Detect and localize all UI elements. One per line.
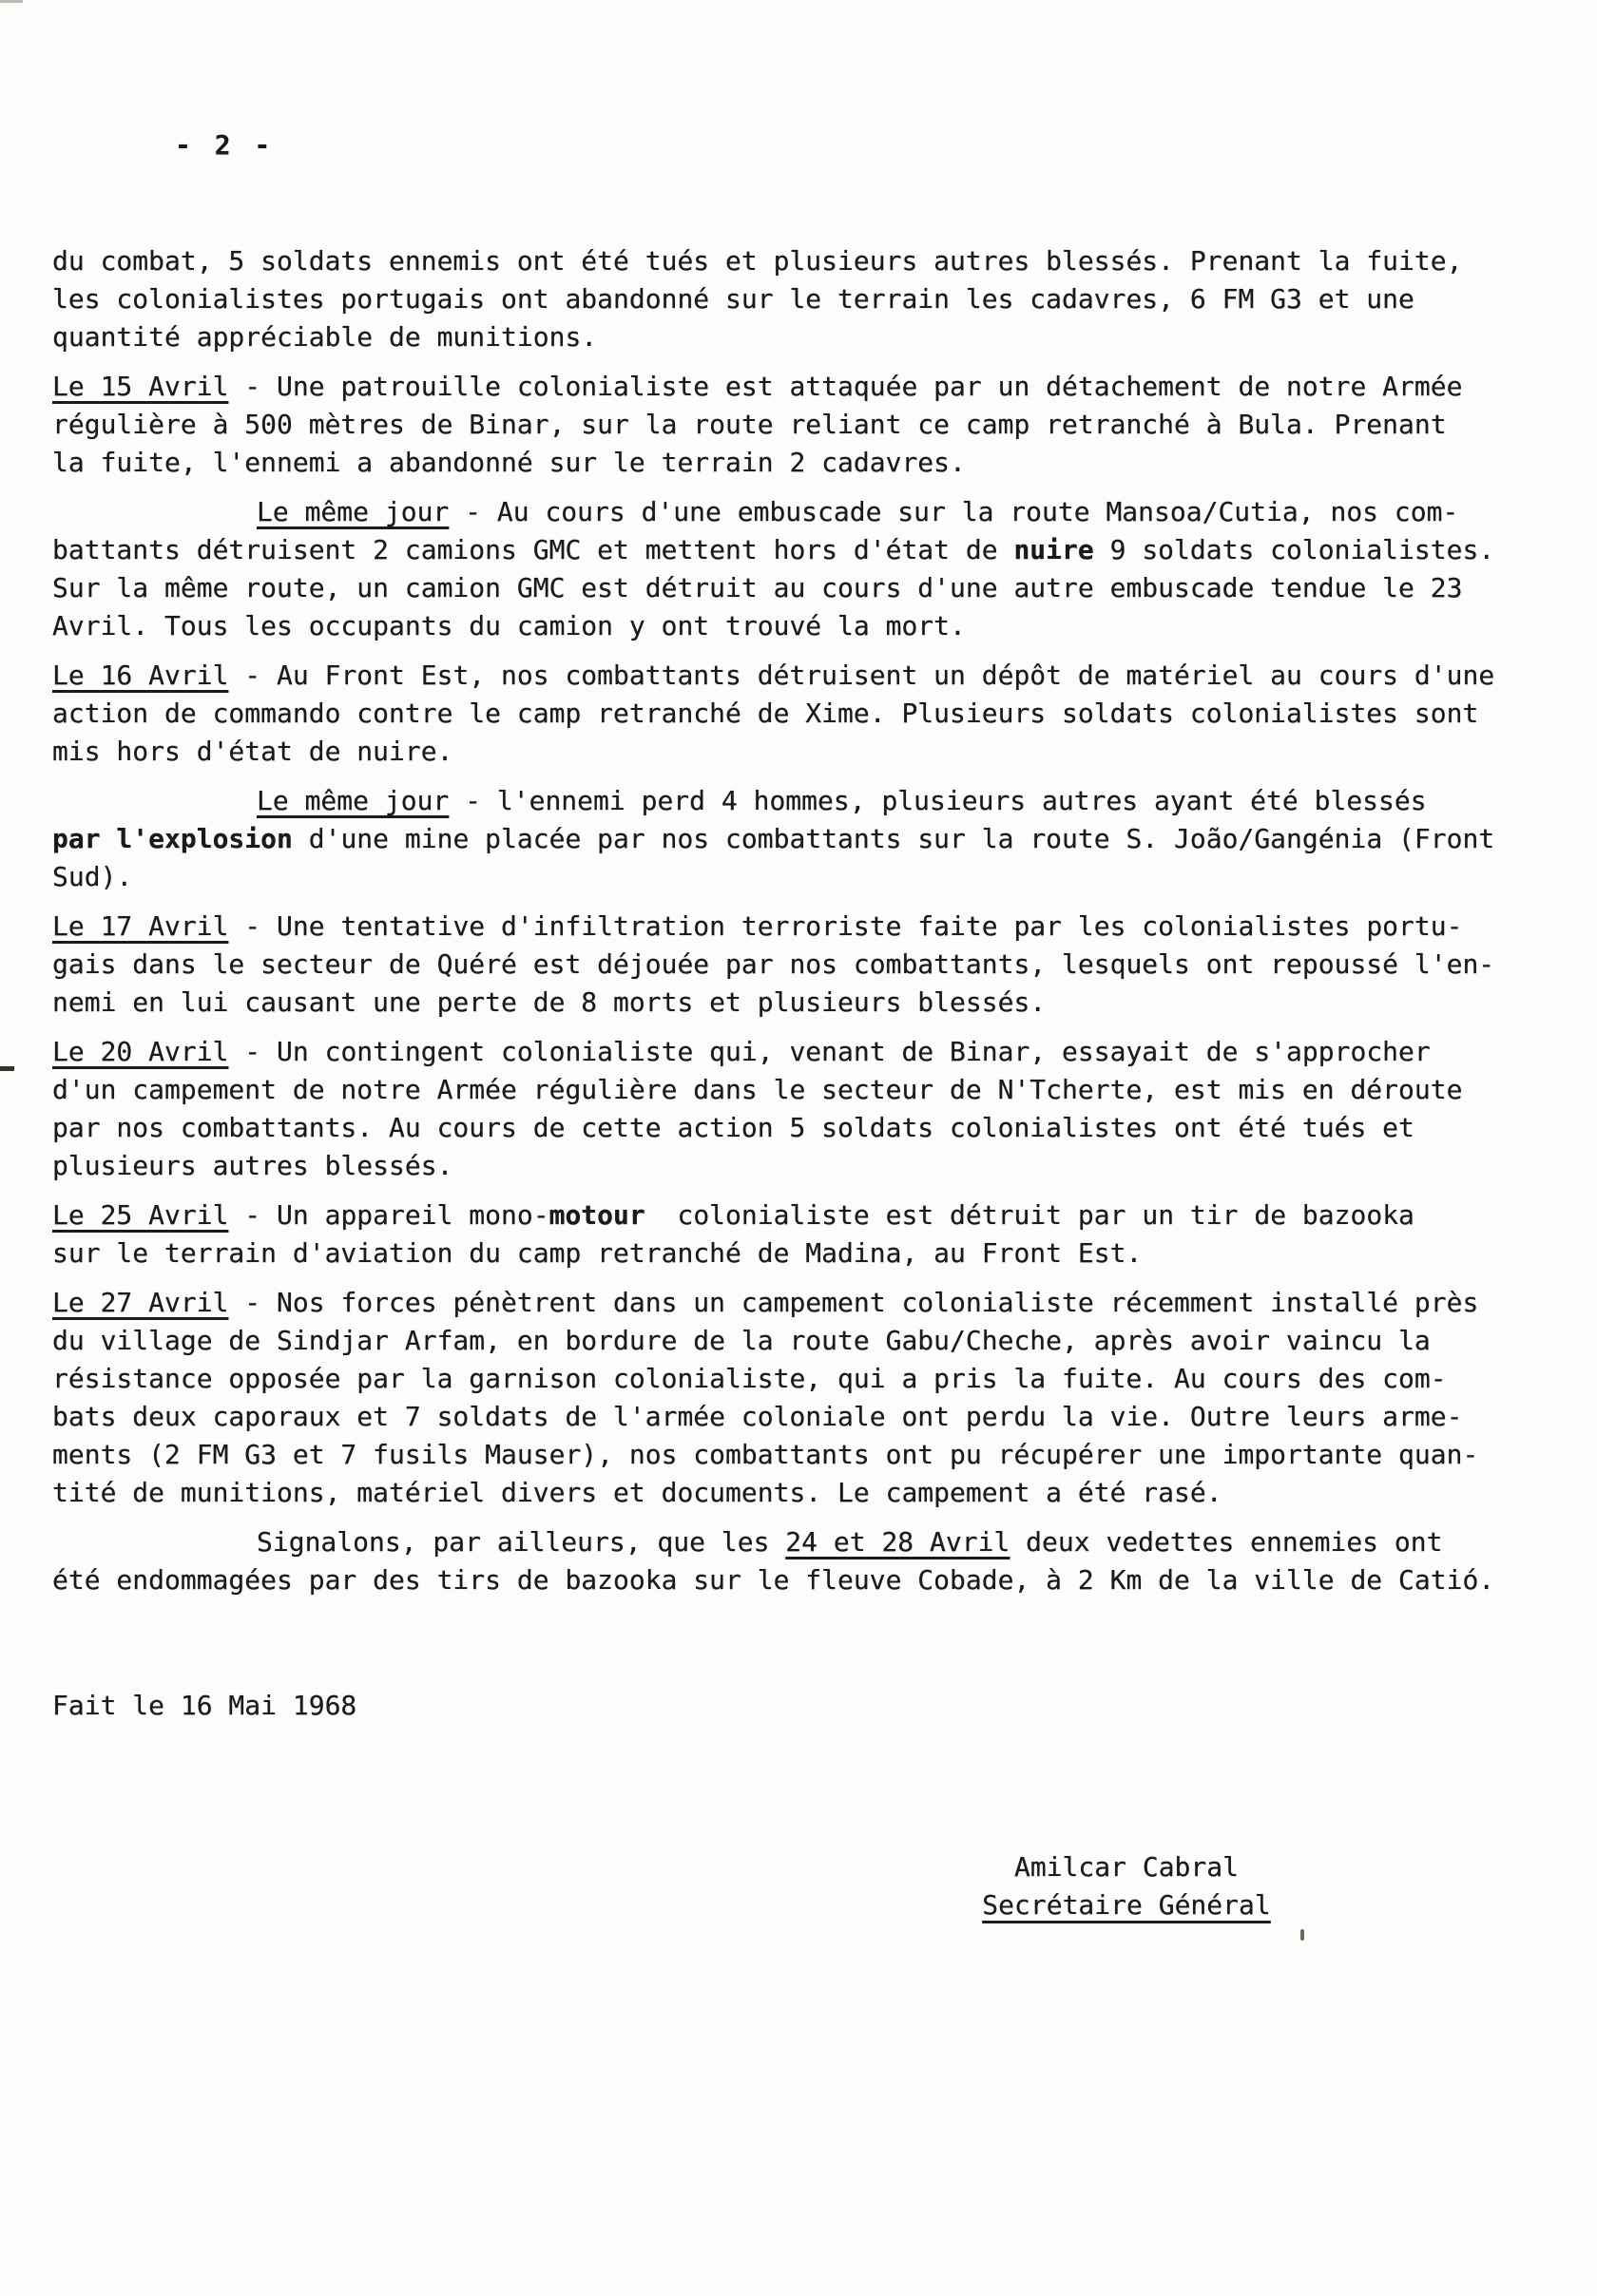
signature-block xyxy=(936,1848,1317,1924)
text-line xyxy=(52,1523,1516,1561)
text-segment: colonialiste est détruit par un tir de bazooka xyxy=(645,1199,1414,1231)
text-line xyxy=(52,1033,1516,1071)
text-segment: plusieurs autres blessés. xyxy=(52,1150,453,1181)
text-segment: - Une tentative d'infiltration terroriste faite par les colonialistes portu- xyxy=(228,910,1463,942)
text-line xyxy=(52,1322,1516,1360)
text-line xyxy=(52,318,1516,356)
underlined-date-heading: Le 25 Avril xyxy=(52,1199,229,1231)
underlined-date-heading: Le 15 Avril xyxy=(52,371,229,402)
text-segment: battants détruisent 2 camions GMC et mettent hors d'état de xyxy=(52,534,1014,565)
underlined-date-heading: Le 20 Avril xyxy=(52,1036,229,1067)
text-segment: - l'ennemi perd 4 hommes, plusieurs autres ayant été blessés xyxy=(449,785,1427,816)
text-segment: - Une patrouille colonialiste est attaquée par un détachement de notre Armée xyxy=(228,371,1463,402)
paragraph xyxy=(52,1523,1516,1599)
text-segment: bats deux caporaux et 7 soldats de l'armée coloniale ont perdu la vie. Outre leurs arme- xyxy=(52,1401,1463,1432)
text-segment: la fuite, l'ennemi a abandonné sur le terrain 2 cadavres. xyxy=(52,447,966,478)
text-segment: action de commando contre le camp retranché de Xime. Plusieurs soldats colonialistes sont xyxy=(52,698,1479,729)
text-line xyxy=(52,1360,1516,1398)
text-segment: - Nos forces pénètrent dans un campement colonialiste récemment installé près xyxy=(228,1287,1479,1318)
text-segment: mis hors d'état de nuire. xyxy=(52,736,453,767)
text-segment: par nos combattants. Au cours de cette action 5 soldats colonialistes ont été tués et xyxy=(52,1112,1414,1143)
text-line xyxy=(52,569,1516,607)
text-segment: résistance opposée par la garnison colonialiste, qui a pris la fuite. Au cours des com- xyxy=(52,1363,1447,1394)
text-segment: du village de Sindjar Arfam, en bordure de la route Gabu/Cheche, après avoir vaincu la xyxy=(52,1325,1431,1356)
text-segment: tité de munitions, matériel divers et documents. Le campement a été rasé. xyxy=(52,1477,1222,1508)
text-segment: quantité appréciable de munitions. xyxy=(52,321,598,353)
text-segment: régulière à 500 mètres de Binar, sur la route reliant ce camp retranché à Bula. Prenant xyxy=(52,409,1447,440)
text-segment: Avril. Tous les occupants du camion y ont trouvé la mort. xyxy=(52,610,966,641)
underlined-date-heading: Le 16 Avril xyxy=(52,660,229,691)
text-segment: d'une mine placée par nos combattants sur la route S. João/Gangénia (Front xyxy=(292,823,1495,854)
text-line xyxy=(52,1071,1516,1109)
text-segment: Signalons, par ailleurs, que les xyxy=(257,1526,786,1558)
paragraph xyxy=(52,1284,1516,1512)
paragraph xyxy=(52,493,1516,645)
text-segment: été endommagées par des tirs de bazooka sur le fleuve Cobade, à 2 Km de la ville de Catió. xyxy=(52,1564,1495,1596)
text-segment: - Au Front Est, nos combattants détruisent un dépôt de matériel au cours d'une xyxy=(228,660,1495,691)
text-line xyxy=(52,406,1516,444)
text-line xyxy=(52,1436,1516,1474)
paragraph xyxy=(52,368,1516,482)
text-line xyxy=(52,1474,1516,1512)
document-body xyxy=(52,242,1516,1924)
paragraph xyxy=(52,782,1516,896)
text-line xyxy=(52,607,1516,645)
text-line xyxy=(52,493,1516,531)
text-line xyxy=(52,1398,1516,1436)
ink-speck xyxy=(1300,1929,1304,1941)
text-line xyxy=(52,1284,1516,1322)
paragraph xyxy=(52,242,1516,356)
text-line xyxy=(52,695,1516,733)
underlined-date-heading: 24 et 28 Avril xyxy=(785,1526,1010,1558)
paragraph xyxy=(52,1033,1516,1185)
text-line xyxy=(52,531,1516,569)
text-segment: - Un contingent colonialiste qui, venant de Binar, essayait de s'approcher xyxy=(228,1036,1431,1067)
text-segment: - Un appareil mono- xyxy=(228,1199,549,1231)
text-line xyxy=(52,444,1516,482)
text-segment: 9 soldats colonialistes. xyxy=(1093,534,1495,565)
text-line xyxy=(52,820,1516,858)
underlined-date-heading: Le 27 Avril xyxy=(52,1287,229,1318)
signature-name: Amilcar Cabral xyxy=(1013,1851,1239,1883)
text-segment: d'un campement de notre Armée régulière dans le secteur de N'Tcherte, est mis en déroute xyxy=(52,1074,1463,1105)
paragraph xyxy=(52,1196,1516,1272)
text-line xyxy=(52,657,1516,695)
dateline: Fait le 16 Mai 1968 xyxy=(52,1690,357,1721)
text-line xyxy=(52,946,1516,984)
text-line xyxy=(52,782,1516,820)
text-segment: sur le terrain d'aviation du camp retranché de Madina, au Front Est. xyxy=(52,1237,1143,1269)
text-line xyxy=(52,280,1516,318)
page-number: - 2 - xyxy=(175,129,275,161)
text-line xyxy=(52,1147,1516,1185)
text-segment: les colonialistes portugais ont abandonné sur le terrain les cadavres, 6 FM G3 et une xyxy=(52,283,1414,315)
text-line xyxy=(52,1561,1516,1599)
overstruck-text: nuire xyxy=(1013,534,1094,565)
text-segment: nemi en lui causant une perte de 8 morts et plusieurs blessés. xyxy=(52,986,1047,1018)
text-line xyxy=(52,1234,1516,1272)
text-line xyxy=(52,1196,1516,1234)
ink-speck xyxy=(0,0,23,3)
overstruck-text: par l'explosion xyxy=(52,823,293,854)
text-segment: du combat, 5 soldats ennemis ont été tués et plusieurs autres blessés. Prenant la fuite, xyxy=(52,245,1463,277)
text-segment: Sud). xyxy=(52,861,133,892)
text-line xyxy=(52,733,1516,771)
text-segment: gais dans le secteur de Quéré est déjouée par nos combattants, lesquels ont repoussé l'en- xyxy=(52,948,1495,980)
signature-title: Secrétaire Général xyxy=(982,1889,1271,1921)
text-segment: - Au cours d'une embuscade sur la route Mansoa/Cutia, nos com- xyxy=(449,496,1459,527)
text-line xyxy=(52,1109,1516,1147)
paragraphs xyxy=(52,242,1516,1599)
ink-speck xyxy=(0,1066,14,1071)
overstruck-text: motour xyxy=(548,1199,645,1231)
underlined-date-heading: Le même jour xyxy=(257,496,450,527)
underlined-date-heading: Le 17 Avril xyxy=(52,910,229,942)
text-line xyxy=(52,984,1516,1022)
text-segment: deux vedettes ennemies ont xyxy=(1010,1526,1443,1558)
text-line xyxy=(52,908,1516,946)
text-line xyxy=(52,242,1516,280)
paragraph xyxy=(52,908,1516,1022)
paragraph xyxy=(52,657,1516,771)
text-segment: Sur la même route, un camion GMC est détruit au cours d'une autre embuscade tendue le 23 xyxy=(52,572,1463,603)
text-line xyxy=(52,368,1516,406)
underlined-date-heading: Le même jour xyxy=(257,785,450,816)
text-segment: ments (2 FM G3 et 7 fusils Mauser), nos combattants ont pu récupérer une importante quan- xyxy=(52,1439,1479,1470)
text-line xyxy=(52,858,1516,896)
